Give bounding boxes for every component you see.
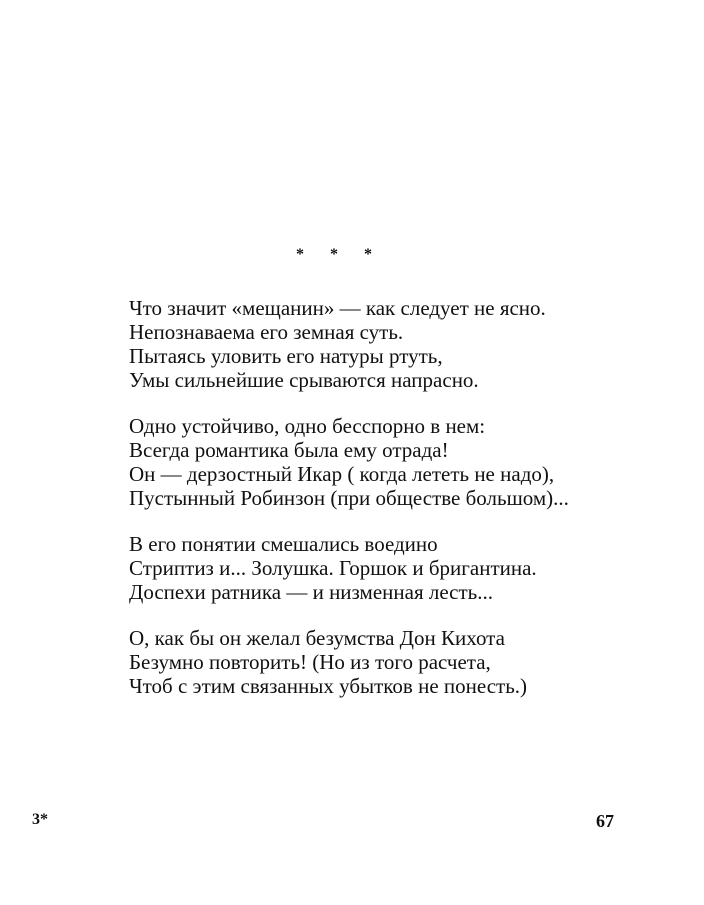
poem-line: В его понятии смешались воедино — [129, 532, 438, 556]
poem-line: Что значит «мещанин» — как следует не ясно. — [129, 296, 546, 320]
poem-line: Пытаясь уловить его натуры ртуть, — [129, 344, 443, 368]
page-number: 67 — [596, 811, 614, 831]
stanza-1 — [129, 296, 669, 392]
stanza-4 — [129, 626, 669, 698]
poem-line: Стриптиз и... Золушка. Горшок и бригантина. — [129, 556, 537, 580]
poem-line: Умы сильнейшие срываются напрасно. — [129, 368, 479, 392]
poem-line: О, как бы он желал безумства Дон Кихота — [129, 626, 505, 650]
poem-line: Одно устойчиво, одно бесспорно в нем: — [129, 414, 486, 438]
poem-line: Пустынный Робинзон (при обществе большом)... — [129, 486, 569, 510]
poem-line: Доспехи ратника — и низменная лесть... — [129, 580, 494, 604]
poem-line: Всегда романтика была ему отрада! — [129, 438, 449, 462]
poem-line: Безумно повторить! (Но из того расчета, — [129, 650, 491, 674]
stanza-3 — [129, 532, 669, 604]
poem-line: Чтоб с этим связанных убытков не понесть.) — [129, 674, 528, 698]
stanza-ornament: * * * — [296, 246, 383, 263]
poem-line: Непознаваема его земная суть. — [129, 320, 404, 344]
poem-line: Он — дерзостный Икар ( когда лететь не надо), — [129, 462, 555, 486]
stanza-2 — [129, 414, 669, 510]
poem — [129, 296, 669, 720]
printer-signature-mark: 3* — [32, 811, 48, 828]
